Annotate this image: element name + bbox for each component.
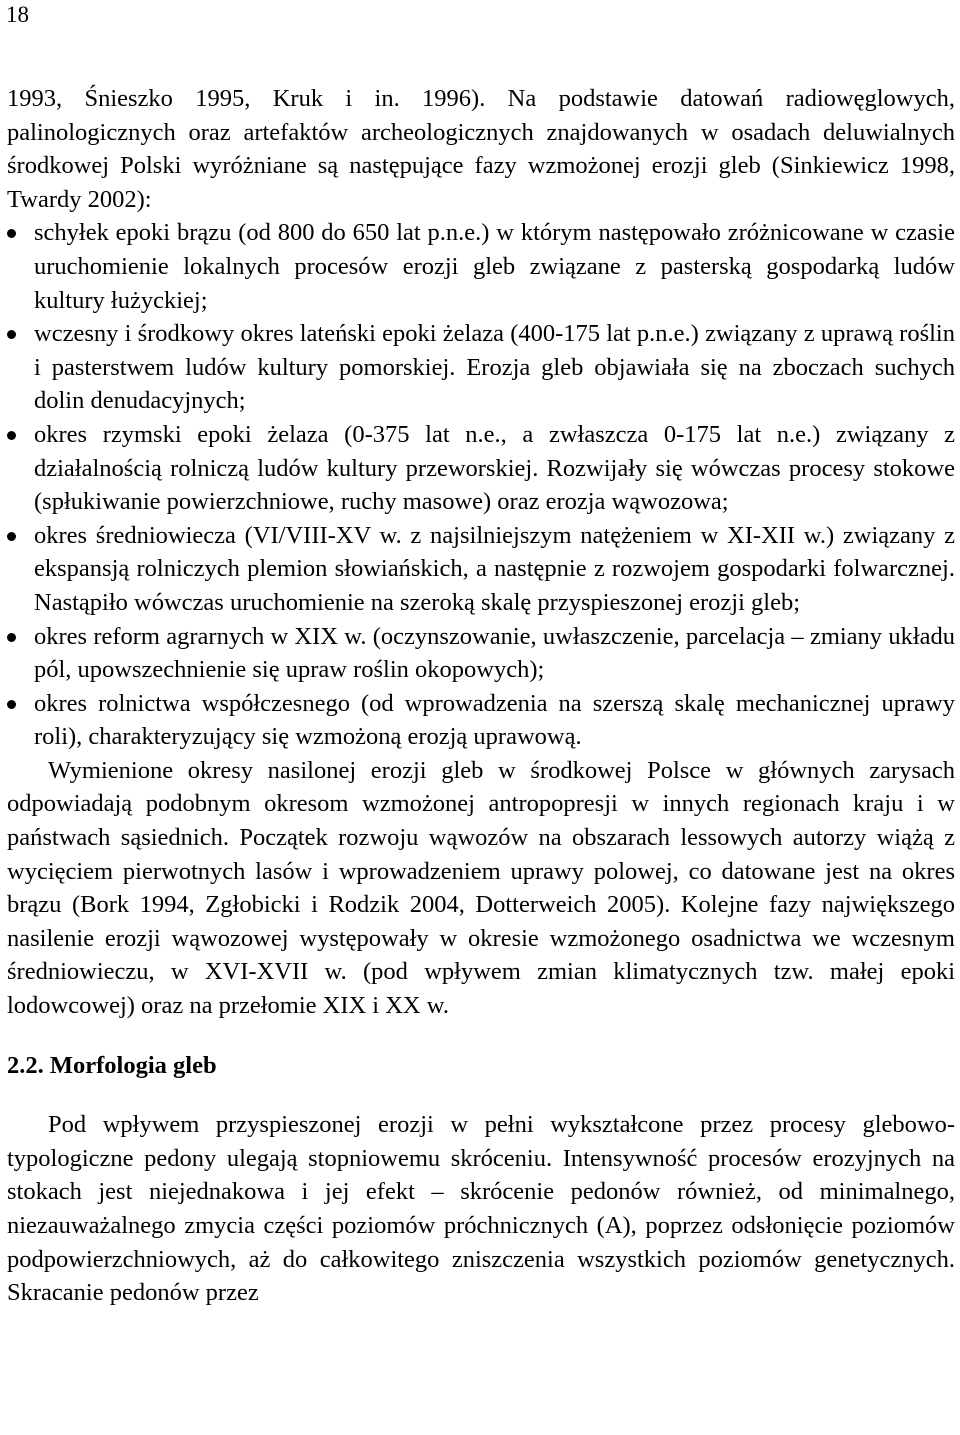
page-body bbox=[7, 82, 955, 1310]
erosion-periods-list bbox=[7, 216, 955, 754]
list-item: schyłek epoki brązu (od 800 do 650 lat p.n.e.) w którym następowało zróżnicowane w czasie uruchomienie lokalnych procesów erozji gleb związane z pasterską gospodarką ludów kultury łużyckiej; bbox=[7, 216, 955, 317]
body-paragraph: Wymienione okresy nasilonej erozji gleb w środkowej Polsce w głównych zarysach odpowiadają podobnym okresom wzmożonej antropopresji w innych regionach kraju i w państwach sąsiednich. Początek rozwoju wąwozów na obszarach lessowych autorzy wiążą z wycięciem pierwotnych lasów i wprowadzeniem uprawy polowej, co datowane jest na okres brązu (Bork 1994, Zgłobicki i Rodzik 2004, Dotterweich 2005). Kolejne fazy największego nasilenie erozji wąwozowej występowały w okresie wzmożonego osadnictwa we wczesnym średniowieczu, w XVI-XVII w. (pod wpływem zmian klimatycznych tzw. małej epoki lodowcowej) oraz na przełomie XIX i XX w. bbox=[7, 756, 955, 1020]
list-item: wczesny i środkowy okres lateński epoki żelaza (400-175 lat p.n.e.) związany z uprawą roślin i pasterstwem ludów kultury pomorskiej. Erozja gleb objawiała się na zboczach suchych dolin denudacyjnych; bbox=[7, 317, 955, 418]
list-item: okres średniowiecza (VI/VIII-XV w. z najsilniejszym natężeniem w XI-XII w.) związany z ekspansją rolniczych plemion słowiańskich, a następnie z rozwojem gospodarki folwarcznej. Nastąpiło wówczas uruchomienie na szeroką skalę przyspieszonej erozji gleb; bbox=[7, 519, 955, 620]
list-item: okres reform agrarnych w XIX w. (oczynszowanie, uwłaszczenie, parcelacja – zmiany układu pól, upowszechnienie się upraw roślin okopowych); bbox=[7, 620, 955, 687]
intro-paragraph: 1993, Śnieszko 1995, Kruk i in. 1996). Na podstawie datowań radiowęglowych, palinologicznych oraz artefaktów archeologicznych znajdowanych w osadach deluwialnych środkowej Polski wyróżniane są następujące fazy wzmożonej erozji gleb (Sinkiewicz 1998, Twardy 2002): bbox=[7, 85, 955, 213]
section-paragraph: Pod wpływem przyspieszonej erozji w pełni wykształcone przez procesy glebowo-typologiczne pedony ulegają stopniowemu skróceniu. Intensywność procesów erozyjnych na stokach jest niejednakowa i jej efekt – skrócenie pedonów również, od minimalnego, niezauważalnego zmycia części poziomów próchnicznych (A), poprzez odsłonięcie poziomów podpowierzchniowych, aż do całkowitego zniszczenia wszystkich poziomów genetycznych. Skracanie pedonów przez bbox=[7, 1111, 955, 1307]
section-heading: 2.2. Morfologia gleb bbox=[7, 1051, 217, 1079]
list-item: okres rolnictwa współczesnego (od wprowadzenia na szerszą skalę mechanicznej uprawy roli), charakteryzujący się wzmożoną erozją uprawową. bbox=[7, 687, 955, 754]
list-item: okres rzymski epoki żelaza (0-375 lat n.e., a zwłaszcza 0-175 lat n.e.) związany z działalnością rolniczą ludów kultury przeworskiej. Rozwijały się wówczas procesy stokowe (spłukiwanie powierzchniowe, ruchy masowe) oraz erozja wąwozowa; bbox=[7, 418, 955, 519]
page-number: 18 bbox=[6, 2, 29, 27]
